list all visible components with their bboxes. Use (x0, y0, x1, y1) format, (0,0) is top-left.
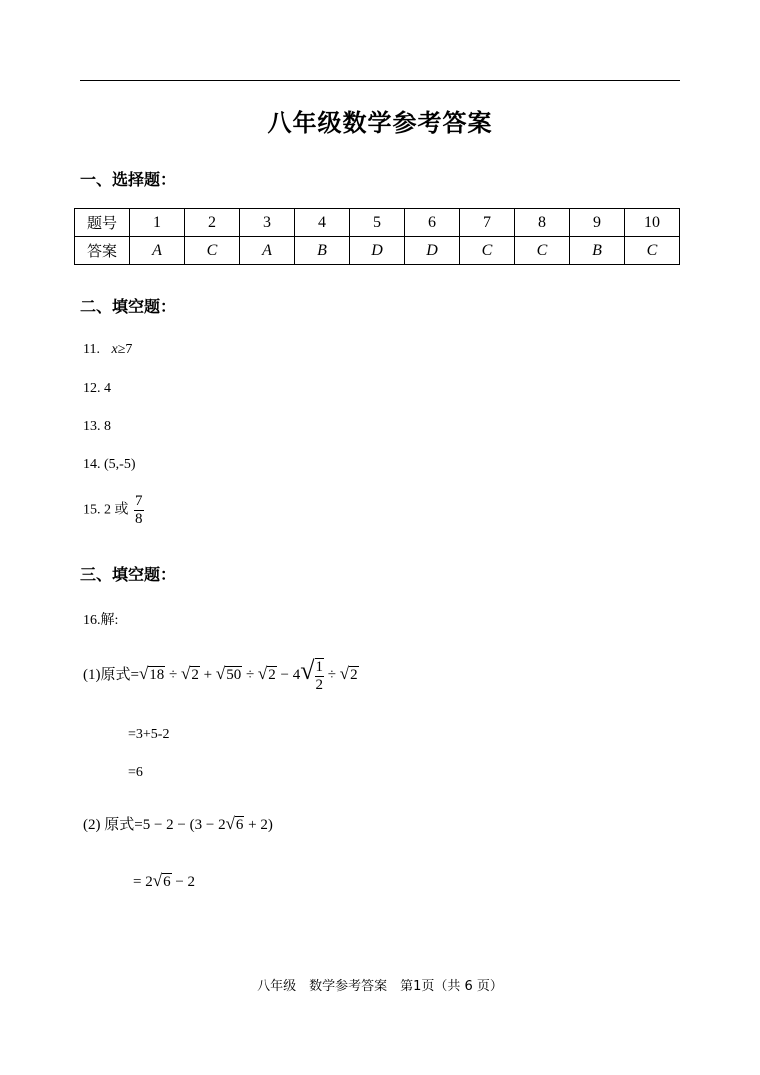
q16-part2-expression: (2) 原式=5 − 2 − (3 − 2√6 + 2) (83, 814, 273, 833)
expression-part: + 2) (244, 817, 273, 833)
answer-14: 14. (5,-5) (83, 457, 136, 472)
radicand: 2 (191, 667, 199, 683)
radicand: 2 (350, 667, 358, 683)
expression-part: − 2 (171, 874, 196, 890)
radicand: 6 (235, 817, 244, 833)
answer-table (74, 208, 680, 265)
table-cell: 2 (185, 209, 240, 237)
table-cell: C (515, 237, 570, 265)
table-cell: 10 (625, 209, 680, 237)
q16-part1-prefix: (1)原式= (83, 667, 139, 683)
page-footer: 八年级 数学参考答案 第1页（共 6 页） (257, 979, 503, 994)
table-cell: C (625, 237, 680, 265)
answer-15-prefix: 15. 2 或 (83, 502, 129, 518)
table-cell: 9 (570, 209, 625, 237)
radicand: 50 (226, 667, 242, 683)
expression-part: = 2 (133, 874, 153, 890)
table-cell: 1 (130, 209, 185, 237)
fraction (134, 493, 144, 528)
answer-11 (83, 342, 132, 358)
fraction (315, 658, 325, 694)
radicand: 18 (149, 667, 165, 683)
answer-11-value: 7 (125, 342, 133, 357)
answer-11-number: 11. (83, 342, 100, 357)
table-cell: 8 (515, 209, 570, 237)
answer-12: 12. 4 (83, 381, 111, 396)
q16-label: 16.解: (83, 613, 119, 628)
table-cell: C (460, 237, 515, 265)
answer-11-relation: ≥ (117, 342, 126, 357)
q16-part1-step1: =3+5-2 (128, 727, 170, 742)
answer-15 (83, 493, 144, 528)
page-title: 八年级数学参考答案 (267, 109, 493, 137)
table-cell: 7 (460, 209, 515, 237)
top-rule (80, 80, 680, 81)
table-cell: D (405, 237, 460, 265)
table-cell: A (240, 237, 295, 265)
q16-part2-result: = 2√6 − 2 (133, 871, 196, 890)
fraction-denominator: 2 (315, 676, 324, 693)
radicand: 6 (163, 874, 171, 890)
q16-part1-step2: =6 (128, 765, 143, 780)
table-cell: A (130, 237, 185, 265)
table-cell: 3 (240, 209, 295, 237)
table-header-cell: 答案 (75, 237, 130, 265)
coefficient: 4 (292, 667, 301, 683)
q16-part2-prefix: (2) 原式= (83, 817, 143, 833)
table-cell: D (350, 237, 405, 265)
section-heading-fill: 二、填空题： (80, 297, 177, 316)
table-row (75, 209, 680, 237)
section-heading-solve: 三、填空题： (80, 565, 177, 584)
table-cell: 6 (405, 209, 460, 237)
answer-13: 13. 8 (83, 419, 111, 434)
radicand: 2 (268, 667, 276, 683)
table-row (75, 237, 680, 265)
table-header-cell: 题号 (75, 209, 130, 237)
answer-11-variable: x (111, 342, 118, 357)
section-heading-choice: 一、选择题： (80, 170, 177, 189)
fraction-numerator: 1 (315, 658, 324, 675)
q16-part1-expression: (1)原式=√18 ÷ √2 + √50 ÷ √2 − 4√ $\frac{1}{2}$ ÷ √2 (83, 656, 358, 693)
expression-part: 5 − 2 − (3 − 2 (142, 817, 226, 833)
fraction-denominator: 8 (135, 511, 143, 527)
table-cell: B (295, 237, 350, 265)
table-cell: C (185, 237, 240, 265)
table-cell: 4 (295, 209, 350, 237)
table-cell: B (570, 237, 625, 265)
table-cell: 5 (350, 209, 405, 237)
fraction-numerator: 7 (135, 493, 143, 509)
